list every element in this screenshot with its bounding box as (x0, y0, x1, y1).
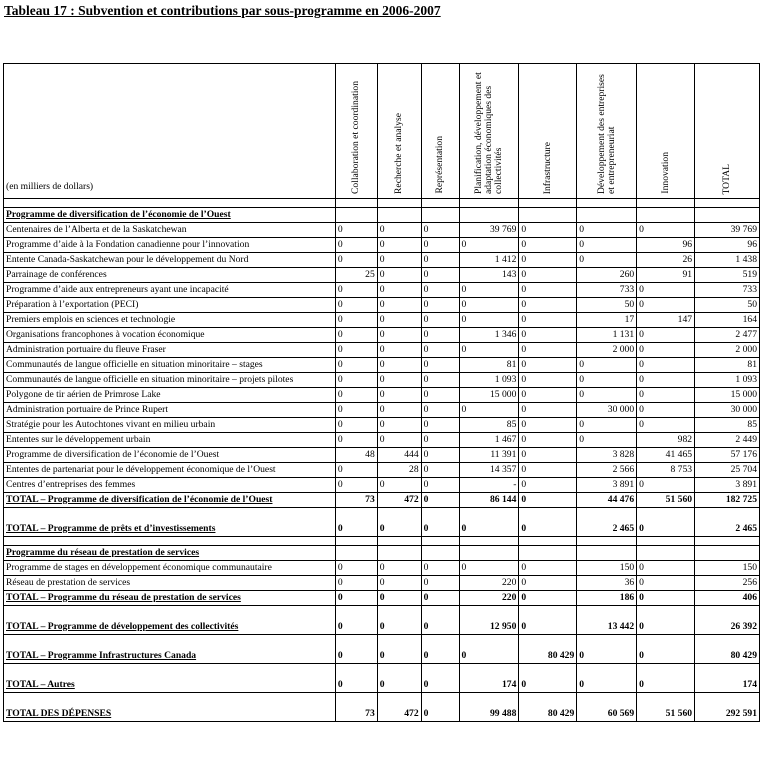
cell-value: 0 (421, 253, 459, 268)
cell-value: 80 429 (695, 635, 760, 664)
cell-value: 0 (421, 635, 459, 664)
cell-value: 220 (459, 591, 519, 606)
cell-value: 0 (519, 328, 577, 343)
table-row (4, 463, 760, 478)
cell-value: 0 (421, 343, 459, 358)
cell-value: 0 (421, 493, 459, 508)
col-header: Planification, développement et adaptation économiques des collectivités (459, 64, 519, 199)
cell-value: 444 (377, 448, 421, 463)
cell-value: 0 (335, 433, 377, 448)
cell-value: 2 477 (695, 328, 760, 343)
cell-value: 0 (335, 403, 377, 418)
cell-value: 0 (335, 328, 377, 343)
spacer-row (4, 199, 760, 208)
cell-value: 0 (421, 373, 459, 388)
cell-value: 0 (335, 373, 377, 388)
cell-value: 0 (421, 576, 459, 591)
cell-value: 50 (695, 298, 760, 313)
cell-value: 25 704 (695, 463, 760, 478)
cell-value: 0 (421, 358, 459, 373)
cell-value: 0 (421, 328, 459, 343)
row-label: Ententes de partenariat pour le développement économique de l’Ouest (4, 463, 336, 478)
table-row (4, 561, 760, 576)
cell-value: 0 (377, 358, 421, 373)
cell-value: 0 (377, 298, 421, 313)
row-label: TOTAL – Programme de diversification de l’économie de l’Ouest (4, 493, 336, 508)
cell-value: 60 569 (577, 693, 637, 722)
cell-value: 0 (519, 478, 577, 493)
cell-value: 86 144 (459, 493, 519, 508)
section-title: Programme du réseau de prestation de services (4, 546, 336, 561)
row-label: Administration portuaire du fleuve Fraser (4, 343, 336, 358)
cell-value: 143 (459, 268, 519, 283)
cell-value: 0 (421, 606, 459, 635)
total-row (4, 606, 760, 635)
cell-value: 2 000 (695, 343, 760, 358)
table-row (4, 253, 760, 268)
cell-value: 0 (519, 238, 577, 253)
total-row (4, 591, 760, 606)
table-row (4, 403, 760, 418)
cell-value: 26 (637, 253, 695, 268)
cell-value: 0 (637, 591, 695, 606)
cell-value: 0 (459, 403, 519, 418)
cell-value: 1 131 (577, 328, 637, 343)
cell-value: 15 000 (459, 388, 519, 403)
total-row (4, 664, 760, 693)
cell-value: 472 (377, 493, 421, 508)
cell-value: 26 392 (695, 606, 760, 635)
row-label: Programme de stages en développement économique communautaire (4, 561, 336, 576)
cell-value: 0 (421, 403, 459, 418)
cell-value: 0 (519, 388, 577, 403)
cell-value: 0 (577, 358, 637, 373)
cell-value: 0 (335, 478, 377, 493)
table-row (4, 433, 760, 448)
cell-value: 51 560 (637, 493, 695, 508)
cell-value: 260 (577, 268, 637, 283)
cell-value: 3 891 (577, 478, 637, 493)
cell-value: 0 (421, 298, 459, 313)
row-label: Ententes sur le développement urbain (4, 433, 336, 448)
cell-value: 0 (459, 561, 519, 576)
cell-value: 0 (335, 591, 377, 606)
cell-value: 0 (377, 238, 421, 253)
cell-value: 186 (577, 591, 637, 606)
cell-value: 1 412 (459, 253, 519, 268)
cell-value: 0 (421, 561, 459, 576)
table-row (4, 478, 760, 493)
cell-value: 25 (335, 268, 377, 283)
cell-value: 0 (335, 418, 377, 433)
cell-value: 0 (519, 576, 577, 591)
cell-value: 8 753 (637, 463, 695, 478)
cell-value: 0 (519, 253, 577, 268)
cell-value: 96 (695, 238, 760, 253)
cell-value: 0 (637, 478, 695, 493)
row-label: Entente Canada-Saskatchewan pour le développement du Nord (4, 253, 336, 268)
cell-value: 0 (421, 591, 459, 606)
cell-value: 13 442 (577, 606, 637, 635)
cell-value: 0 (637, 635, 695, 664)
cell-value: 0 (637, 388, 695, 403)
cell-value: 472 (377, 693, 421, 722)
cell-value: 0 (577, 664, 637, 693)
cell-value: 0 (377, 418, 421, 433)
table-row (4, 388, 760, 403)
cell-value: 91 (637, 268, 695, 283)
cell-value: 0 (335, 298, 377, 313)
cell-value: 36 (577, 576, 637, 591)
cell-value: 0 (335, 664, 377, 693)
cell-value: 80 429 (519, 693, 577, 722)
cell-value: 0 (335, 576, 377, 591)
cell-value: 11 391 (459, 448, 519, 463)
row-label: Programme d’aide aux entrepreneurs ayant une incapacité (4, 283, 336, 298)
cell-value: 0 (421, 388, 459, 403)
row-label: TOTAL – Programme de développement des collectivités (4, 606, 336, 635)
cell-value: 0 (637, 561, 695, 576)
cell-value: 0 (637, 606, 695, 635)
cell-value: 519 (695, 268, 760, 283)
cell-value: 0 (377, 635, 421, 664)
cell-value: 0 (637, 403, 695, 418)
section-header (4, 208, 760, 223)
cell-value: 0 (519, 283, 577, 298)
cell-value: 2 000 (577, 343, 637, 358)
total-row (4, 508, 760, 537)
cell-value: 0 (577, 223, 637, 238)
col-header: Infrastructure (519, 64, 577, 199)
cell-value: 39 769 (695, 223, 760, 238)
cell-value: 1 438 (695, 253, 760, 268)
cell-value: 0 (459, 343, 519, 358)
cell-value: 48 (335, 448, 377, 463)
cell-value: 0 (637, 343, 695, 358)
cell-value: 0 (637, 223, 695, 238)
table-row (4, 448, 760, 463)
cell-value: 0 (377, 561, 421, 576)
cell-value: 0 (335, 238, 377, 253)
cell-value: 0 (421, 223, 459, 238)
cell-value: 0 (577, 388, 637, 403)
cell-value: 0 (577, 433, 637, 448)
cell-value: 0 (421, 448, 459, 463)
row-label: TOTAL – Programme de prêts et d’investissements (4, 508, 336, 537)
table-row (4, 313, 760, 328)
table-row (4, 343, 760, 358)
cell-value: 0 (519, 591, 577, 606)
cell-value: 41 465 (637, 448, 695, 463)
section-title: Programme de diversification de l’économie de l’Ouest (4, 208, 336, 223)
table-row (4, 418, 760, 433)
cell-value: 0 (377, 223, 421, 238)
cell-value: 0 (519, 418, 577, 433)
cell-value: 0 (421, 283, 459, 298)
total-row (4, 635, 760, 664)
cell-value: 1 093 (695, 373, 760, 388)
cell-value: 0 (377, 388, 421, 403)
row-label: Programme d’aide à la Fondation canadienne pour l’innovation (4, 238, 336, 253)
cell-value: 1 467 (459, 433, 519, 448)
cell-value: 0 (335, 283, 377, 298)
cell-value: 0 (519, 561, 577, 576)
cell-value: 2 465 (577, 508, 637, 537)
table-row (4, 238, 760, 253)
cell-value: 733 (577, 283, 637, 298)
total-row (4, 693, 760, 722)
cell-value: 147 (637, 313, 695, 328)
units-label: (en milliers de dollars) (4, 64, 336, 199)
cell-value: 0 (459, 635, 519, 664)
cell-value: 96 (637, 238, 695, 253)
cell-value: 0 (335, 343, 377, 358)
row-label: Centenaires de l’Alberta et de la Saskatchewan (4, 223, 336, 238)
cell-value: 0 (519, 223, 577, 238)
cell-value: 0 (421, 693, 459, 722)
row-label: Premiers emplois en sciences et technologie (4, 313, 336, 328)
total-row (4, 493, 760, 508)
cell-value: 150 (695, 561, 760, 576)
row-label: TOTAL – Programme Infrastructures Canada (4, 635, 336, 664)
cell-value: 30 000 (695, 403, 760, 418)
cell-value: 81 (695, 358, 760, 373)
cell-value: 0 (637, 576, 695, 591)
header-row (4, 64, 760, 199)
row-label: Communautés de langue officielle en situation minoritaire – projets pilotes (4, 373, 336, 388)
cell-value: 174 (459, 664, 519, 693)
cell-value: 0 (377, 283, 421, 298)
cell-value: 220 (459, 576, 519, 591)
cell-value: 0 (335, 508, 377, 537)
cell-value: 1 093 (459, 373, 519, 388)
cell-value: 0 (377, 606, 421, 635)
cell-value: 99 488 (459, 693, 519, 722)
cell-value: 0 (459, 298, 519, 313)
cell-value: 14 357 (459, 463, 519, 478)
table-row (4, 298, 760, 313)
cell-value: 0 (421, 508, 459, 537)
cell-value: 0 (335, 635, 377, 664)
cell-value: 0 (637, 298, 695, 313)
cell-value: 182 725 (695, 493, 760, 508)
cell-value: 2 465 (695, 508, 760, 537)
table-row (4, 223, 760, 238)
row-label: TOTAL – Autres (4, 664, 336, 693)
col-header: Recherche et analyse (377, 64, 421, 199)
row-label: Administration portuaire de Prince Rupert (4, 403, 336, 418)
col-header: Développement des entreprises et entrepreneuriat (577, 64, 637, 199)
cell-value: 0 (577, 373, 637, 388)
cell-value: 0 (377, 313, 421, 328)
cell-value: 85 (695, 418, 760, 433)
cell-value: 17 (577, 313, 637, 328)
cell-value: 150 (577, 561, 637, 576)
cell-value: 1 346 (459, 328, 519, 343)
cell-value: 0 (577, 253, 637, 268)
cell-value: 80 429 (519, 635, 577, 664)
cell-value: 85 (459, 418, 519, 433)
row-label: Parrainage de conférences (4, 268, 336, 283)
cell-value: 0 (421, 463, 459, 478)
cell-value: 0 (377, 328, 421, 343)
cell-value: 0 (577, 238, 637, 253)
cell-value: 0 (335, 388, 377, 403)
cell-value: 2 566 (577, 463, 637, 478)
cell-value: 0 (519, 298, 577, 313)
table-row (4, 576, 760, 591)
cell-value: 0 (377, 268, 421, 283)
cell-value: 30 000 (577, 403, 637, 418)
row-label: Centres d’entreprises des femmes (4, 478, 336, 493)
cell-value: 0 (377, 576, 421, 591)
cell-value: 0 (335, 606, 377, 635)
cell-value: 0 (421, 268, 459, 283)
cell-value: 0 (519, 493, 577, 508)
cell-value: 0 (377, 373, 421, 388)
cell-value: 0 (519, 664, 577, 693)
cell-value: 0 (335, 223, 377, 238)
spacer-row (4, 537, 760, 546)
table-title: Tableau 17 : Subvention et contributions par sous-programme en 2006-2007 (4, 3, 441, 18)
cell-value: 0 (459, 238, 519, 253)
cell-value: - (459, 478, 519, 493)
col-header: Innovation (637, 64, 695, 199)
cell-value: 0 (335, 253, 377, 268)
cell-value: 39 769 (459, 223, 519, 238)
cell-value: 50 (577, 298, 637, 313)
cell-value: 0 (377, 591, 421, 606)
row-label: Communautés de langue officielle en situation minoritaire – stages (4, 358, 336, 373)
cell-value: 0 (519, 268, 577, 283)
cell-value: 12 950 (459, 606, 519, 635)
cell-value: 0 (519, 403, 577, 418)
row-label: TOTAL – Programme du réseau de prestation de services (4, 591, 336, 606)
cell-value: 73 (335, 693, 377, 722)
cell-value: 0 (519, 373, 577, 388)
cell-value: 0 (519, 463, 577, 478)
cell-value: 3 828 (577, 448, 637, 463)
table-row (4, 283, 760, 298)
cell-value: 0 (377, 433, 421, 448)
cell-value: 982 (637, 433, 695, 448)
cell-value: 733 (695, 283, 760, 298)
row-label: Réseau de prestation de services (4, 576, 336, 591)
row-label: TOTAL DES DÉPENSES (4, 693, 336, 722)
col-header: TOTAL (695, 64, 760, 199)
cell-value: 0 (421, 313, 459, 328)
cell-value: 51 560 (637, 693, 695, 722)
row-label: Préparation à l’exportation (PECI) (4, 298, 336, 313)
cell-value: 0 (519, 313, 577, 328)
cell-value: 256 (695, 576, 760, 591)
cell-value: 2 449 (695, 433, 760, 448)
cell-value: 174 (695, 664, 760, 693)
cell-value: 0 (519, 508, 577, 537)
cell-value: 0 (637, 328, 695, 343)
table-row (4, 358, 760, 373)
cell-value: 0 (377, 253, 421, 268)
cell-value: 0 (519, 343, 577, 358)
cell-value: 0 (637, 418, 695, 433)
cell-value: 292 591 (695, 693, 760, 722)
cell-value: 164 (695, 313, 760, 328)
cell-value: 0 (335, 313, 377, 328)
cell-value: 0 (577, 418, 637, 433)
cell-value: 0 (377, 343, 421, 358)
cell-value: 0 (421, 433, 459, 448)
table-row (4, 268, 760, 283)
cell-value: 15 000 (695, 388, 760, 403)
cell-value: 81 (459, 358, 519, 373)
cell-value: 28 (377, 463, 421, 478)
row-label: Organisations francophones à vocation économique (4, 328, 336, 343)
cell-value: 0 (335, 463, 377, 478)
cell-value: 0 (335, 561, 377, 576)
cell-value: 44 476 (577, 493, 637, 508)
grants-table (3, 63, 760, 722)
cell-value: 0 (577, 635, 637, 664)
cell-value: 0 (637, 508, 695, 537)
cell-value: 0 (459, 283, 519, 298)
cell-value: 0 (421, 238, 459, 253)
cell-value: 406 (695, 591, 760, 606)
cell-value: 0 (421, 664, 459, 693)
row-label: Programme de diversification de l’économie de l’Ouest (4, 448, 336, 463)
table-row (4, 373, 760, 388)
cell-value: 0 (519, 606, 577, 635)
cell-value: 0 (519, 433, 577, 448)
cell-value: 0 (459, 313, 519, 328)
cell-value: 0 (377, 478, 421, 493)
cell-value: 0 (519, 448, 577, 463)
cell-value: 57 176 (695, 448, 760, 463)
cell-value: 0 (377, 403, 421, 418)
table-row (4, 328, 760, 343)
cell-value: 0 (421, 418, 459, 433)
cell-value: 0 (637, 664, 695, 693)
col-header: Représentation (421, 64, 459, 199)
cell-value: 3 891 (695, 478, 760, 493)
cell-value: 0 (377, 508, 421, 537)
cell-value: 73 (335, 493, 377, 508)
cell-value: 0 (519, 358, 577, 373)
cell-value: 0 (459, 508, 519, 537)
row-label: Polygone de tir aérien de Primrose Lake (4, 388, 336, 403)
cell-value: 0 (637, 283, 695, 298)
row-label: Stratégie pour les Autochtones vivant en milieu urbain (4, 418, 336, 433)
section-header (4, 546, 760, 561)
cell-value: 0 (421, 478, 459, 493)
cell-value: 0 (335, 358, 377, 373)
cell-value: 0 (637, 358, 695, 373)
cell-value: 0 (377, 664, 421, 693)
cell-value: 0 (637, 373, 695, 388)
col-header: Collaboration et coordination (335, 64, 377, 199)
